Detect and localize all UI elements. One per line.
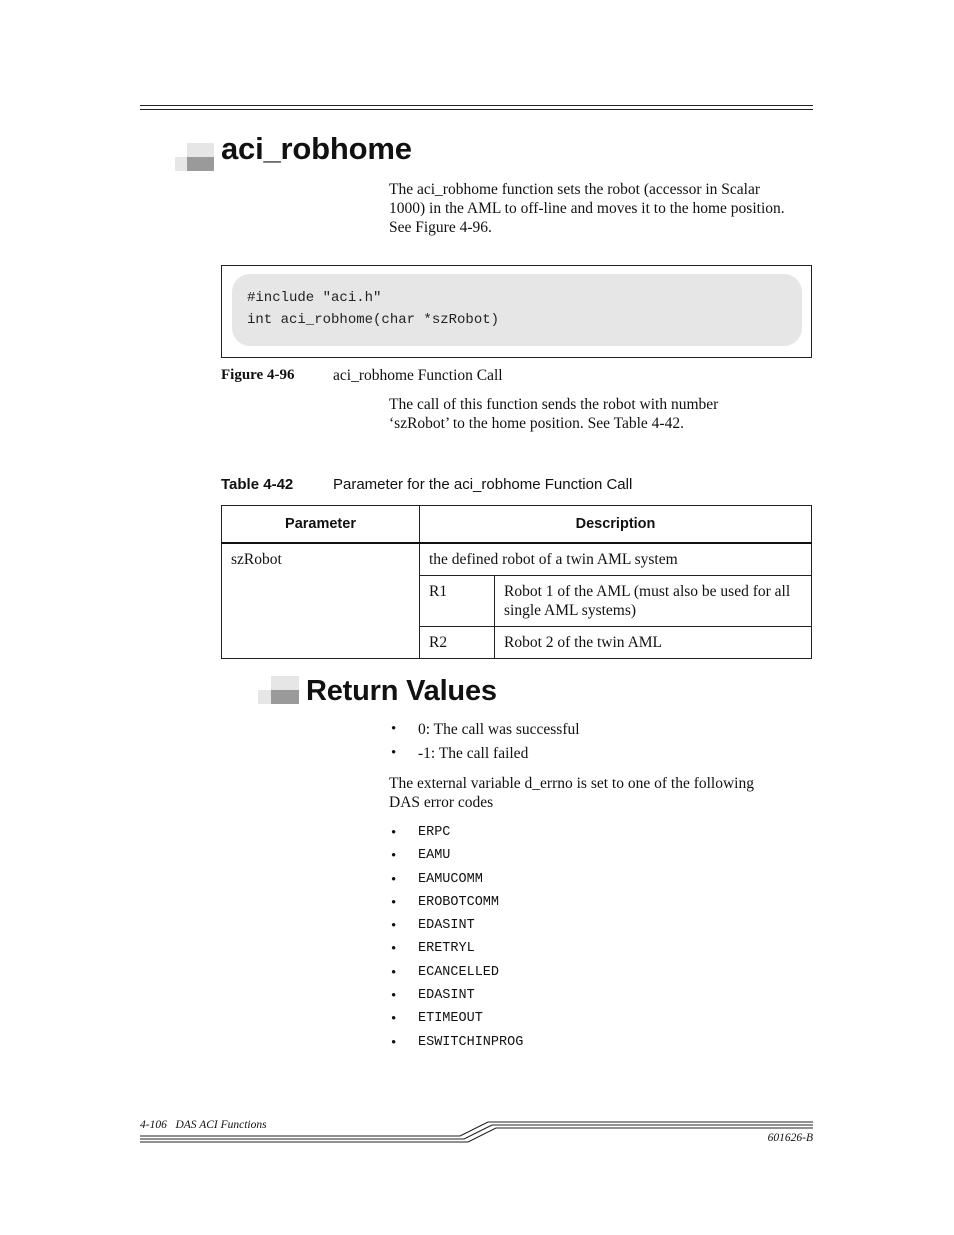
errno-paragraph: [389, 774, 819, 812]
error-code: EDASINT: [418, 988, 475, 1004]
bullet-icon: •: [391, 918, 397, 935]
bullet-icon: •: [391, 964, 397, 981]
value-desc-cell: [495, 576, 812, 627]
heading-squares-icon: [258, 676, 300, 704]
param-description: the defined robot of a twin AML system: [429, 551, 678, 568]
list-item: [389, 721, 580, 745]
return-bullet-list: [389, 721, 580, 769]
bullet-icon: •: [391, 721, 397, 737]
list-item: [389, 745, 580, 769]
figure-label: Figure 4-96: [221, 367, 295, 383]
list-item: [389, 895, 523, 918]
list-item: [389, 988, 523, 1011]
error-code: ESWITCHINPROG: [418, 1034, 524, 1050]
error-code: EAMUCOMM: [418, 871, 483, 887]
value-r2-description: Robot 2 of the twin AML: [504, 634, 663, 651]
value-r1: R1: [429, 583, 448, 600]
header-parameter: Parameter: [222, 506, 420, 544]
bullet-icon: •: [391, 871, 397, 888]
call-description-line: ‘szRobot’ to the home position. See Table 4-42.: [389, 415, 684, 432]
heading-squares-icon: [175, 143, 215, 171]
footer-doc-number: 601626-B: [767, 1132, 813, 1144]
header-description: Description: [420, 506, 812, 544]
error-code: EROBOTCOMM: [418, 894, 500, 910]
parameter-table: [221, 505, 812, 659]
footer-page-ref: 4-106 DAS ACI Functions: [140, 1119, 267, 1131]
list-item: [389, 825, 523, 848]
intro-paragraph: [389, 180, 819, 237]
value-r1-description: Robot 1 of the AML (must also be used for all single AML systems): [504, 583, 791, 619]
list-item: [389, 1011, 523, 1034]
call-description-line: The call of this function sends the robot with number: [389, 396, 719, 413]
table-row: [222, 543, 812, 576]
table-caption: Parameter for the aci_robhome Function Call: [333, 476, 633, 493]
value-desc-cell: [495, 627, 812, 659]
intro-line: The aci_robhome function sets the robot (accessor in Scalar: [389, 181, 761, 198]
return-value-text: 0: The call was successful: [418, 721, 580, 738]
bullet-icon: •: [391, 848, 397, 865]
intro-line: See Figure 4-96.: [389, 219, 492, 236]
value-cell: [420, 627, 495, 659]
list-item: [389, 1035, 523, 1058]
footer-rule-graphic: [140, 1120, 814, 1146]
code-figure: [221, 265, 812, 358]
bullet-icon: •: [391, 825, 397, 841]
error-code-list: [389, 825, 523, 1058]
errno-line: The external variable d_errno is set to one of the following: [389, 775, 754, 792]
bullet-icon: •: [391, 1034, 397, 1051]
error-code: ETIMEOUT: [418, 1011, 483, 1027]
table-header-row: [222, 506, 812, 544]
return-values-title: Return Values: [306, 675, 497, 707]
list-item: [389, 965, 523, 988]
param-cell: [222, 543, 420, 659]
bullet-icon: •: [391, 745, 397, 761]
figure-caption: aci_robhome Function Call: [333, 367, 503, 384]
bullet-icon: •: [391, 941, 397, 958]
error-code: EDASINT: [418, 918, 475, 934]
section-title: aci_robhome: [221, 131, 412, 166]
list-item: [389, 848, 523, 871]
error-code: ERETRYL: [418, 941, 475, 957]
intro-line: 1000) in the AML to off-line and moves it to the home position.: [389, 200, 785, 217]
bullet-icon: •: [391, 1011, 397, 1028]
param-name: szRobot: [231, 551, 282, 568]
code-line: int aci_robhome(char *szRobot): [247, 312, 500, 328]
call-description: [389, 395, 819, 433]
bullet-icon: •: [391, 894, 397, 911]
list-item: [389, 918, 523, 941]
return-value-text: -1: The call failed: [418, 745, 529, 762]
desc-cell: [420, 543, 812, 576]
list-item: [389, 872, 523, 895]
errno-line: DAS error codes: [389, 794, 494, 811]
value-r2: R2: [429, 634, 448, 651]
header-rule-bottom: [140, 109, 813, 110]
code-line: #include "aci.h": [247, 290, 382, 306]
header-rule-top: [140, 105, 813, 106]
error-code: ERPC: [418, 825, 451, 840]
value-cell: [420, 576, 495, 627]
error-code: EAMU: [418, 848, 451, 864]
bullet-icon: •: [391, 988, 397, 1005]
table-label: Table 4-42: [221, 476, 294, 493]
code-block: [232, 274, 802, 346]
error-code: ECANCELLED: [418, 964, 500, 980]
list-item: [389, 941, 523, 964]
